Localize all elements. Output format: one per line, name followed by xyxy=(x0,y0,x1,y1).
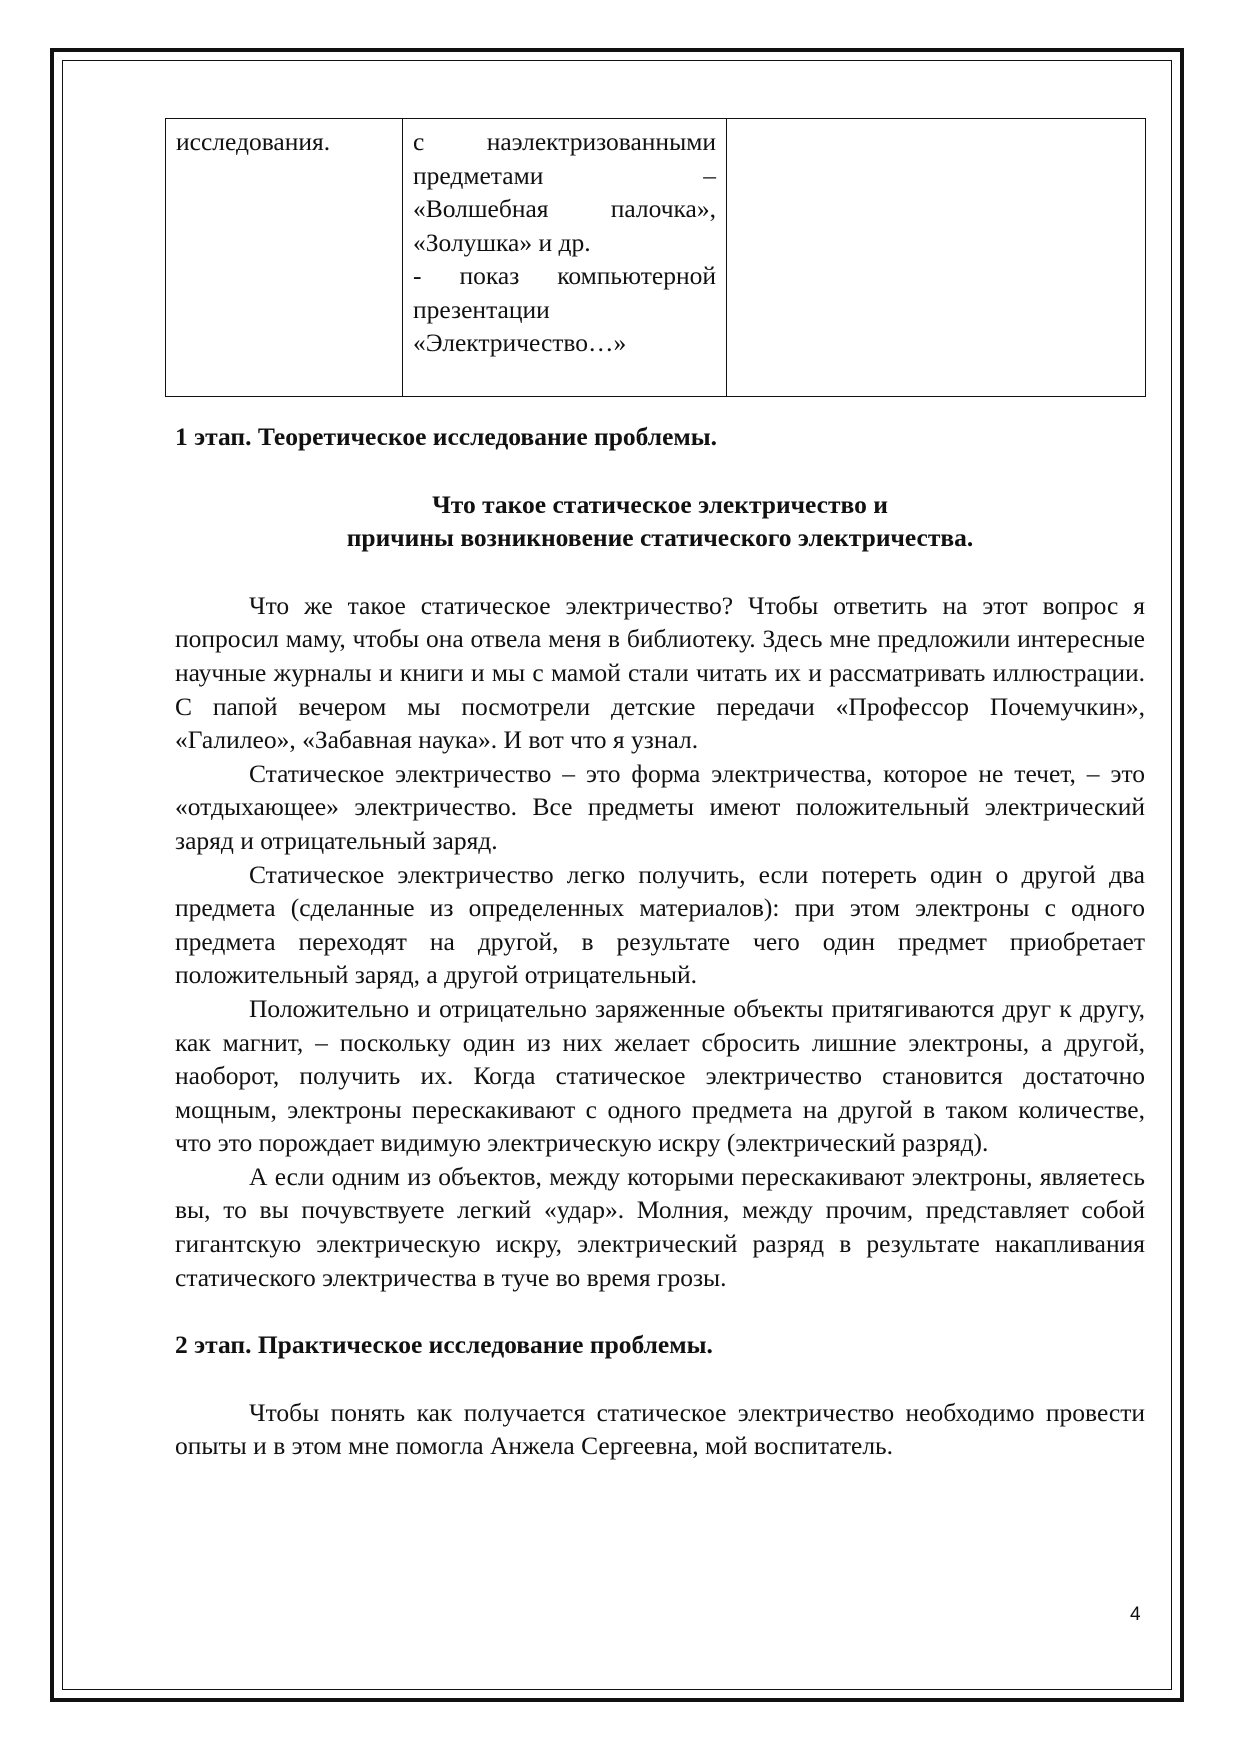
table-cell-line: «Золушка» и др. xyxy=(413,227,591,257)
paragraph: Что же такое статическое электричество? Чтобы ответить на этот вопрос я попросил маму, чтобы она отвела меня в библиотеку. Здесь мне предложили интересные научные журналы и книги и мы с мамой стали читать их и рассматривать иллюстрации. С папой вечером мы посмотрели детские передачи «Профессор Почемучкин», «Галилео», «Забавная наука». И вот что я узнал. xyxy=(175,590,1145,755)
table-cell-line: «Электричество…» xyxy=(413,328,627,357)
table-cell-content xyxy=(403,119,727,397)
section-title-line-2: причины возникновение статического электричества. xyxy=(346,523,974,553)
stage-1-heading: 1 этап. Теоретическое исследование проблемы. xyxy=(175,422,718,451)
plan-table xyxy=(165,118,1146,397)
body-paragraphs xyxy=(175,589,1145,1294)
paragraph: Положительно и отрицательно заряженные объекты притягиваются друг к другу, как магнит, – поскольку один из них желает сбросить лишние электроны, а другой, наоборот, получить их. Когда статическое электричество становится достаточно мощным, электроны перескакивают с одного предмета на другой в таком количестве, что это порождает видимую электрическую искру (электрический разряд). xyxy=(175,993,1145,1158)
paragraph: А если одним из объектов, между которыми перескакивают электроны, являетесь вы, то вы почувствуете легкий «удар». Молния, между прочим, представляет собой гигантскую электрическую искру, электрический разряд в результате накапливания статического электричества в туче во время грозы. xyxy=(175,1161,1145,1292)
section-title xyxy=(175,488,1145,555)
paragraph: Статическое электричество – это форма электричества, которое не течет, – это «отдыхающее» электричество. Все предметы имеют положительный электрический заряд и отрицательный заряд. xyxy=(175,758,1145,855)
section-title-line-1: Что такое статическое электричество и xyxy=(432,489,888,519)
document-body xyxy=(175,420,1145,1463)
table-cell-line: «Волшебная палочка», xyxy=(413,194,716,223)
table-cell-text: исследования. xyxy=(176,127,331,156)
table-cell-line: презентации xyxy=(413,294,550,324)
stage-2-heading: 2 этап. Практическое исследование проблемы. xyxy=(175,1330,713,1360)
paragraph: Статическое электричество легко получить, если потереть один о другой два предмета (сделанные из определенных материалов): при этом электроны с одного предмета переходят на другой, в результате чего один предмет приобретает положительный заряд, а другой отрицательный. xyxy=(175,859,1145,990)
table-row xyxy=(166,119,1146,397)
table-cell-line: с наэлектризованными xyxy=(413,127,716,156)
paragraph: Чтобы понять как получается статическое электричество необходимо провести опыты и в этом мне помогла Анжела Сергеевна, мой воспитатель. xyxy=(175,1397,1145,1461)
page-number: 4 xyxy=(1130,1604,1141,1625)
table-cell-line: предметами – xyxy=(413,160,716,190)
table-cell-empty xyxy=(727,119,1146,397)
table-cell-stage xyxy=(166,119,403,397)
table-cell-line: - показ компьютерной xyxy=(413,261,716,290)
